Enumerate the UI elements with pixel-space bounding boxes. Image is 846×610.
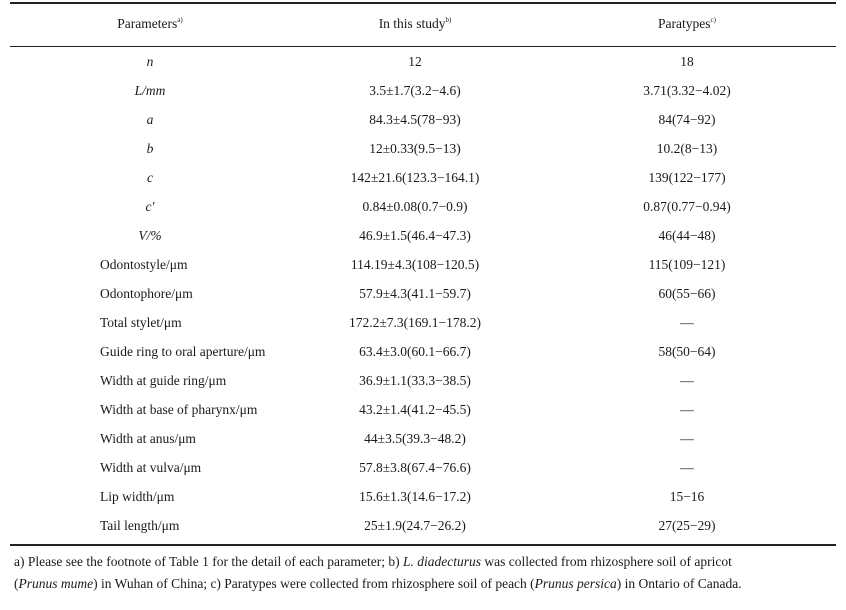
param-cell: b <box>146 141 154 156</box>
study-cell: 0.84±0.08(0.7−0.9) <box>362 199 468 214</box>
table-row <box>0 221 846 250</box>
paratypes-cell: 46(44−48) <box>658 228 716 243</box>
study-cell: 57.9±4.3(41.1−59.7) <box>359 286 471 301</box>
param-cell: Tail length/μm <box>100 518 180 533</box>
table-footnote <box>14 551 834 595</box>
study-cell: 46.9±1.5(46.4−47.3) <box>359 228 471 243</box>
study-cell: 57.8±3.8(67.4−76.6) <box>359 460 471 475</box>
table-row <box>0 453 846 482</box>
param-cell: Odontophore/μm <box>100 286 193 301</box>
table-row <box>0 482 846 511</box>
study-cell: 63.4±3.0(60.1−66.7) <box>359 344 471 359</box>
study-cell: 12±0.33(9.5−13) <box>369 141 461 156</box>
param-cell: Width at anus/μm <box>100 431 196 446</box>
study-cell: 43.2±1.4(41.2−45.5) <box>359 402 471 417</box>
footnote-text: ( <box>14 576 19 591</box>
study-cell: 44±3.5(39.3−48.2) <box>364 431 466 446</box>
footnote-text: was collected from rhizosphere soil of apricot <box>481 554 732 569</box>
table-row <box>0 76 846 105</box>
paratypes-cell: 58(50−64) <box>658 344 716 359</box>
paratypes-cell: 27(25−29) <box>658 518 716 533</box>
table-row <box>0 424 846 453</box>
study-cell: 15.6±1.3(14.6−17.2) <box>359 489 471 504</box>
table-row <box>0 105 846 134</box>
paratypes-cell: — <box>680 402 694 417</box>
header-in-this-study-label: In this study <box>378 16 446 31</box>
param-cell: Width at vulva/μm <box>100 460 202 475</box>
study-cell: 84.3±4.5(78−93) <box>369 112 461 127</box>
paratypes-cell: 18 <box>680 54 694 69</box>
table-row <box>0 192 846 221</box>
study-cell: 25±1.9(24.7−26.2) <box>364 518 466 533</box>
plant-name: Prunus persica <box>534 576 617 591</box>
table-top-rule <box>10 2 836 4</box>
table-row <box>0 395 846 424</box>
paratypes-cell: 139(122−177) <box>648 170 726 185</box>
header-paratypes <box>572 16 802 32</box>
paratypes-cell: — <box>680 315 694 330</box>
paratypes-cell: 10.2(8−13) <box>656 141 718 156</box>
header-paratypes-sup: c) <box>710 16 716 24</box>
study-cell: 114.19±4.3(108−120.5) <box>350 257 480 272</box>
paratypes-cell: 115(109−121) <box>648 257 726 272</box>
paratypes-cell: — <box>680 431 694 446</box>
table-row <box>0 337 846 366</box>
param-cell: c' <box>145 199 155 214</box>
footnote-text: a) Please see the footnote of Table 1 for the detail of each parameter; b) <box>14 554 404 569</box>
study-cell: 172.2±7.3(169.1−178.2) <box>348 315 481 330</box>
header-in-this-study-sup: b) <box>445 16 452 24</box>
param-cell: n <box>146 54 154 69</box>
study-cell: 142±21.6(123.3−164.1) <box>350 170 480 185</box>
table-row <box>0 47 846 76</box>
param-cell: V/% <box>138 228 162 243</box>
footnote-text: ) in Wuhan of China; c) Paratypes were collected from rhizosphere soil of peach ( <box>93 576 535 591</box>
param-cell: Guide ring to oral aperture/μm <box>100 344 266 359</box>
table-row <box>0 250 846 279</box>
paratypes-cell: — <box>680 373 694 388</box>
param-cell: Total stylet/μm <box>100 315 182 330</box>
table-row <box>0 511 846 540</box>
header-in-this-study <box>250 16 580 32</box>
footnote-text: ) in Ontario of Canada. <box>616 576 742 591</box>
study-cell: 12 <box>408 54 422 69</box>
header-parameters-label: Parameters <box>117 16 178 31</box>
table-row <box>0 279 846 308</box>
paratypes-cell: 84(74−92) <box>658 112 716 127</box>
table-row <box>0 163 846 192</box>
param-cell: Lip width/μm <box>100 489 175 504</box>
table-bottom-rule <box>10 544 836 546</box>
param-cell: L/mm <box>134 83 166 98</box>
paratypes-cell: — <box>680 460 694 475</box>
header-parameters-sup: a) <box>177 16 183 24</box>
param-cell: a <box>146 112 154 127</box>
table-row <box>0 308 846 337</box>
param-cell: Width at guide ring/μm <box>100 373 227 388</box>
paratypes-cell: 3.71(3.32−4.02) <box>643 83 731 98</box>
header-paratypes-label: Paratypes <box>658 16 711 31</box>
plant-name: Prunus mume <box>18 576 94 591</box>
param-cell: c <box>147 170 153 185</box>
paratypes-cell: 15−16 <box>669 489 705 504</box>
param-cell: Width at base of pharynx/μm <box>100 402 258 417</box>
table-row <box>0 366 846 395</box>
paratypes-cell: 60(55−66) <box>658 286 716 301</box>
study-cell: 36.9±1.1(33.3−38.5) <box>359 373 471 388</box>
param-cell: Odontostyle/μm <box>100 257 188 272</box>
paratypes-cell: 0.87(0.77−0.94) <box>643 199 731 214</box>
table-row <box>0 134 846 163</box>
study-cell: 3.5±1.7(3.2−4.6) <box>369 83 461 98</box>
species-name: L. diadecturus <box>403 554 482 569</box>
